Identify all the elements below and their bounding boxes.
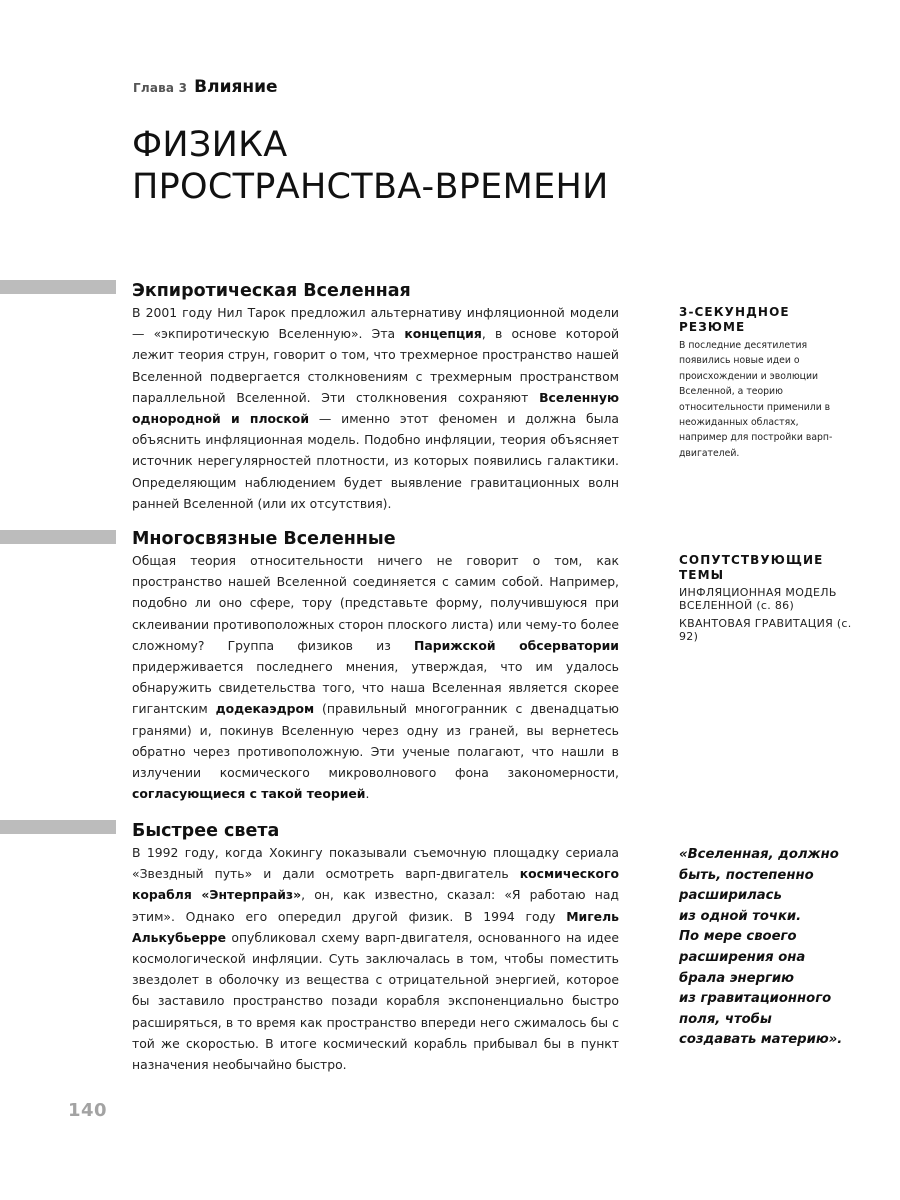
section-text: Общая теория относительности ничего не говорит о том, как пространство нашей Вселенной соединяется с самим собой. Например, подобно ли оно сфере, тору (представьте форму, получившуюся при склеивании противоположных сторон плоского листа) или чему-то более сложному? Группа физиков из Парижской обсерватории придерживается последнего мнения, утверждая, что им удалось обнаружить свидетельства того, что наша Вселенная является скорее гигантским додекаэдром (правильный многогранник с двенадцатью гранями) и, покинув Вселенную через одну из граней, вы вернетесь обратно через противоположную. Эти ученые полагают, что нашли в излучении космического микроволнового фона закономерности, согласующиеся с такой теорией.	[132, 553, 619, 802]
quote-line: из гравитационного	[679, 991, 832, 1007]
quote-line: «Вселенная, должно	[679, 847, 839, 862]
pull-quote	[679, 845, 879, 1051]
section-text: В 1992 году, когда Хокингу показывали съемочную площадку сериала «Звездный путь» и дали осмотреть варп-двигатель космического корабля «Энтерпрайз», он, как известно, сказал: «Я работаю над этим». Однако его опередил другой физик. В 1994 году Мигель Алькубьерре опубликовал схему варп-двигателя, основанного на идее космологической инфляции. Суть заключалась в том, чтобы поместить звездолет в оболочку из вещества с отрицательной энергией, которое бы заставило пространство позади корабля экспоненциально быстро расширяться, в то время как пространство впереди него сжималось бы с той же скоростью. В итоге космический корабль прибывал бы в пункт назначения необычайно быстро.	[132, 845, 619, 1073]
quote-line: расширилась	[679, 888, 782, 904]
quote-line: быть, постепенно	[679, 867, 814, 883]
section-heading: Быстрее света	[132, 821, 280, 841]
section-ekpyrotic	[132, 280, 619, 514]
section-faster-than-light	[132, 820, 619, 1075]
page-title	[132, 124, 609, 208]
quote-line: расширения она	[679, 949, 806, 965]
related-topic-item[interactable]: КВАНТОВАЯ ГРАВИТАЦИЯ (с. 92)	[679, 617, 852, 643]
section-marker-bar	[0, 530, 116, 544]
summary-heading: 3-СЕКУНДНОЕ РЕЗЮМЕ	[679, 305, 790, 334]
page-title-line-2: ПРОСТРАНСТВА-ВРЕМЕНИ	[132, 167, 609, 207]
section-marker-bar	[0, 820, 116, 834]
page-title-line-1: ФИЗИКА	[132, 125, 288, 165]
section-text: В 2001 году Нил Тарок предложил альтернативу инфляционной модели — «экпиротическую Вселенную». Эта концепция, в основе которой лежит теория струн, говорит о том, что трехмерное пространство нашей Вселенной подвергается столкновениям с трехмерным пространством параллельной Вселенной. Эти столкновения сохраняют Вселенную однородной и плоской — именно этот феномен и должна была объяснить инфляционная модель. Подобно инфляции, теория объясняет источник нерегулярностей плотности, из которых появились галактики. Определяющим наблюдением будет выявление гравитационных волн ранней Вселенной (или их отсутствия).	[132, 305, 620, 511]
quote-line: По мере своего	[679, 929, 797, 945]
quote-line: создавать материю».	[679, 1032, 843, 1048]
section-marker-bar	[0, 280, 116, 294]
quote-line: из одной точки.	[679, 908, 802, 924]
three-second-summary	[679, 305, 839, 461]
related-topic-item[interactable]: ИНФЛЯЦИОННАЯ МОДЕЛЬ ВСЕЛЕННОЙ (с. 86)	[679, 586, 837, 612]
term-homogeneous-flat[interactable]: Вселенную однородной и плоской	[132, 389, 619, 427]
term-dodecahedron[interactable]: додекаэдром	[215, 701, 315, 717]
chapter-label: Глава 3	[133, 81, 188, 95]
quote-line: брала энергию	[679, 970, 794, 986]
section-heading: Многосвязные Вселенные	[132, 529, 396, 549]
chapter-header	[133, 77, 278, 97]
quote-line: поля, чтобы	[679, 1011, 772, 1027]
related-topics	[679, 553, 869, 648]
summary-text: В последние десятилетия появились новые идеи о происхождении и эволюции Вселенной, а теорию относительности применили в неожиданных областях, например для постройки варп-двигателей.	[679, 340, 833, 459]
section-multiconnected	[132, 528, 619, 804]
term-concept[interactable]: концепция	[404, 326, 482, 342]
term-alcubierre[interactable]: Мигель Алькубьерре	[132, 908, 619, 945]
page-number: 140	[68, 1100, 108, 1121]
term-paris-observatory[interactable]: Парижской обсерватории	[413, 637, 619, 653]
related-heading: СОПУТСТВУЮЩИЕ ТЕМЫ	[679, 553, 824, 582]
term-consistent-theory[interactable]: согласующиеся с такой теорией	[132, 786, 366, 802]
term-enterprise[interactable]: космического корабля «Энтерпрайз»	[132, 866, 619, 903]
chapter-name: Влияние	[194, 77, 278, 97]
section-heading: Экпиротическая Вселенная	[132, 281, 411, 301]
